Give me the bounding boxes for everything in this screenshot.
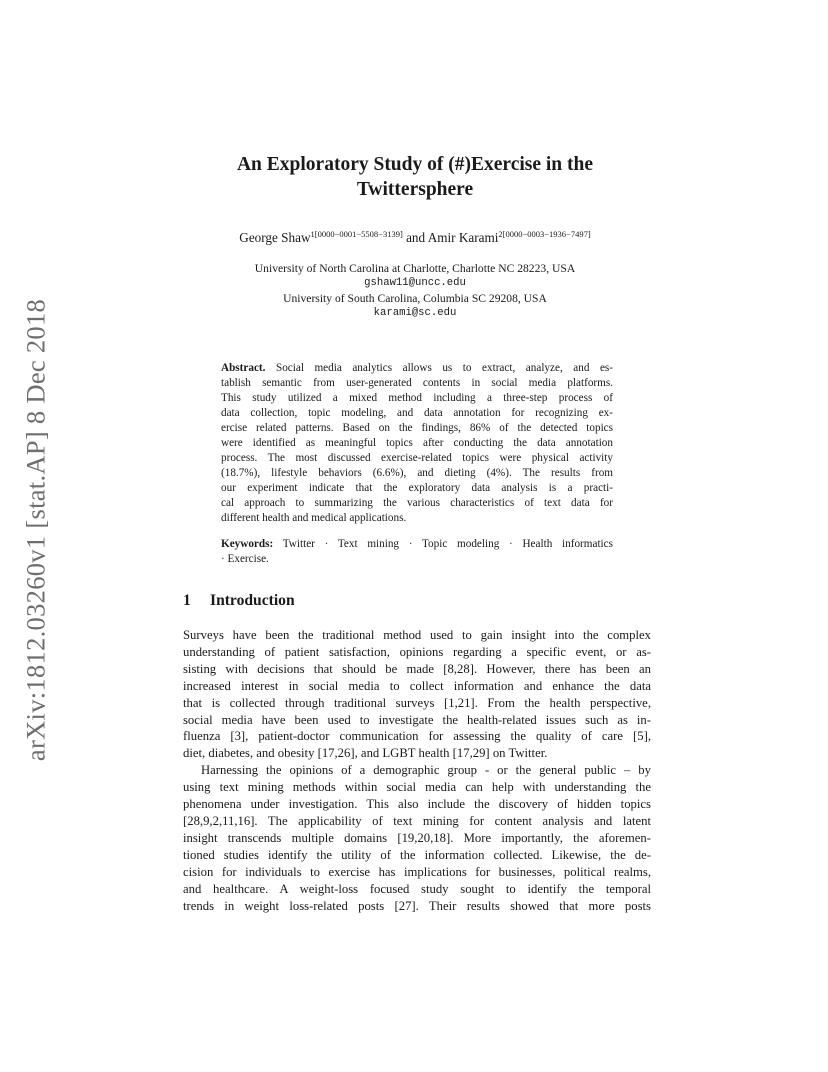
body-line: using text mining methods within social media can help with understanding the (183, 780, 651, 795)
abstract-line: process. The most discussed exercise-related topics were physical activity (221, 452, 613, 464)
affiliation-2: University of South Carolina, Columbia SC 29208, USA (283, 292, 547, 305)
abstract-line: different health and medical applications. (221, 512, 407, 524)
author-2-name: Amir Karami (427, 230, 499, 245)
body-line: increased interest in social media to collect information and enhance the data (183, 678, 651, 693)
body-line: trends in weight loss-related posts [27]. Their results showed that more posts (183, 898, 651, 913)
abstract (221, 361, 613, 526)
body-line: Surveys have been the traditional method used to gain insight into the complex (183, 628, 651, 642)
body-line: that is collected through traditional surveys [1,21]. From the health perspective, (183, 695, 651, 710)
abstract-line: were identified as meaningful topics after conducting the data annotation (221, 437, 613, 449)
email-2[interactable]: karami@sc.edu (373, 307, 457, 319)
section-heading (183, 592, 295, 610)
body-text (183, 627, 651, 914)
body-line: and healthcare. A weight-loss focused study sought to identify the temporal (183, 881, 651, 896)
affiliation-1: University of North Carolina at Charlotte, Charlotte NC 28223, USA (254, 262, 576, 275)
title-line-2: Twittersphere (356, 179, 474, 200)
abstract-line: This study utilized a mixed method including a three-step process of (221, 392, 613, 404)
abstract-line: tablish semantic from user-generated contents in social media platforms. (221, 377, 613, 389)
abstract-line: cal approach to summarizing the various characteristics of text data for (221, 497, 613, 509)
body-line: Harnessing the opinions of a demographic group - or the general public – by (201, 763, 651, 778)
paper-title (160, 152, 670, 202)
body-line: social media have been used to investigate the health-related issues such as in- (183, 712, 651, 727)
author-list (160, 229, 670, 246)
author-2-orcid: 2[0000−0003−1936−7497] (498, 229, 591, 239)
abstract-line: ercise related patterns. Based on the findings, 86% of the detected topics (221, 422, 613, 434)
affiliations (160, 261, 670, 321)
keywords-text: Twitter · Text mining · Topic modeling · Health informatics (282, 538, 613, 550)
abstract-heading: Abstract. (221, 362, 266, 374)
abstract-line: data collection, topic modeling, and data annotation for recognizing ex- (221, 407, 613, 419)
body-line: diet, diabetes, and obesity [17,26], and LGBT health [17,29] on Twitter. (183, 746, 548, 761)
body-line: [28,9,2,11,16]. The applicability of text mining for content analysis and latent (183, 813, 651, 828)
keywords (221, 537, 613, 567)
arxiv-identifier-stamp: arXiv:1812.03260v1 [stat.AP] 8 Dec 2018 (20, 298, 51, 762)
keywords-heading: Keywords: (221, 538, 274, 550)
body-line: sisting with decisions that should be made [8,28]. However, there has been an (183, 661, 651, 676)
body-line: tioned studies identify the utility of the information collected. Likewise, the de- (183, 847, 651, 862)
body-line: cision for individuals to exercise has implications for businesses, political realms, (183, 864, 651, 879)
abstract-line (221, 361, 613, 376)
abstract-line: (18.7%), lifestyle behaviors (6.6%), and dieting (4%). The results from (221, 467, 613, 479)
abstract-line-text: Social media analytics allows us to extract, analyze, and es- (275, 362, 613, 374)
keywords-line (221, 537, 613, 552)
email-1[interactable]: gshaw11@uncc.edu (364, 277, 466, 289)
author-1-name: George Shaw (239, 230, 311, 245)
title-line-1: An Exploratory Study of (#)Exercise in the (236, 154, 594, 175)
body-line: fluenza [3], patient-doctor communication for assessing the quality of care [5], (183, 729, 651, 744)
section-number: 1 (183, 592, 191, 609)
section-title: Introduction (210, 592, 295, 609)
abstract-line: our experiment indicate that the exploratory data analysis is a practi- (221, 482, 613, 494)
body-line: understanding of patient satisfaction, opinions regarding a specific event, or as- (183, 644, 651, 659)
body-line: insight transcends multiple domains [19,20,18]. More importantly, the aforemen- (183, 830, 651, 845)
body-line: phenomena under investigation. This also include the discovery of hidden topics (183, 797, 651, 812)
keywords-line-2: · Exercise. (221, 553, 269, 565)
author-conjunction: and (406, 230, 426, 245)
author-1-orcid: 1[0000−0001−5508−3139] (310, 229, 403, 239)
